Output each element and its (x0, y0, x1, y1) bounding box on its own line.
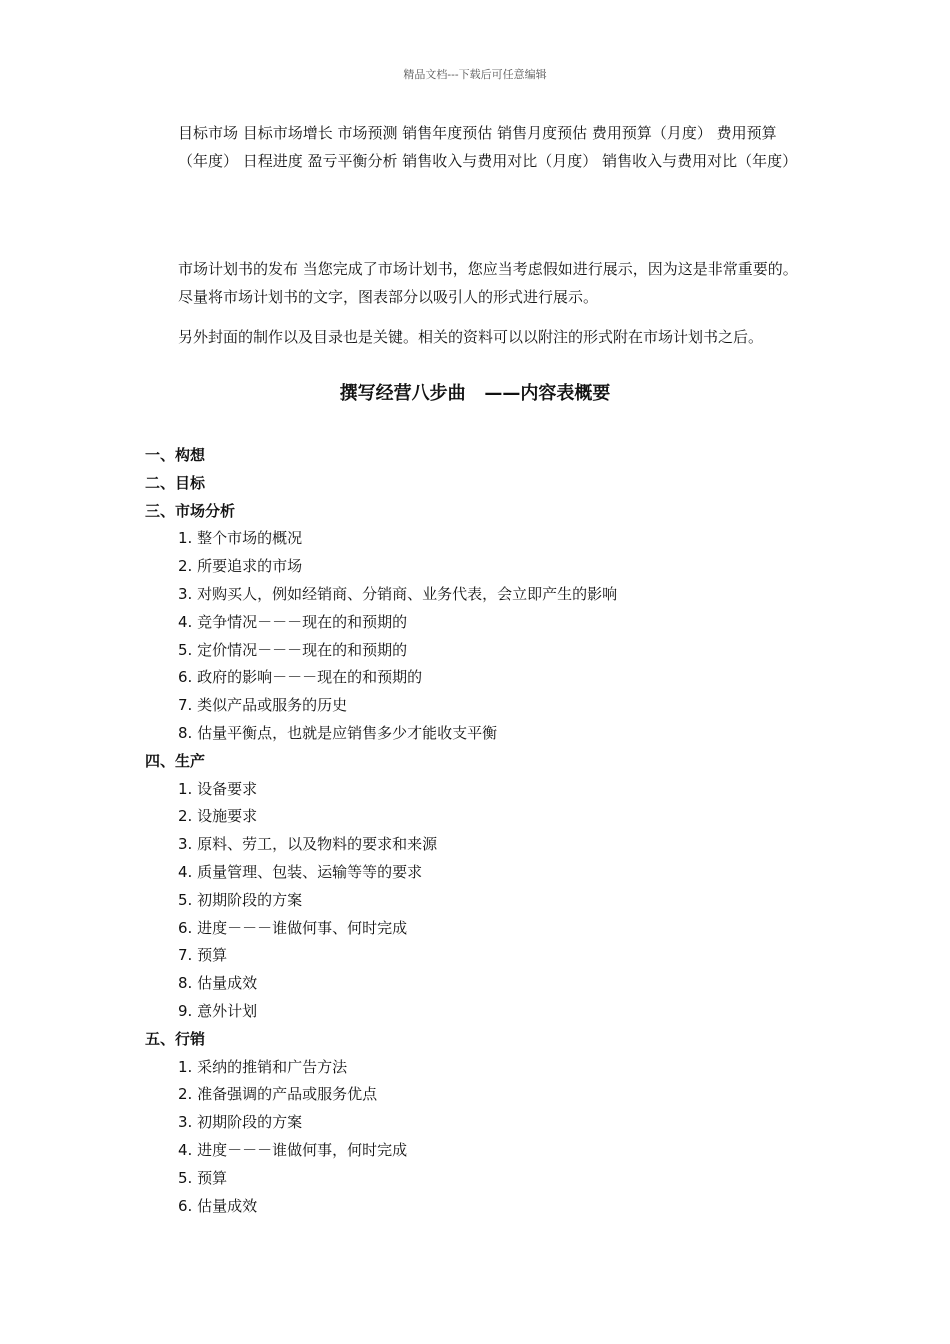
list-item: 2. 设施要求 (178, 807, 258, 826)
list-item: 5. 初期阶段的方案 (178, 890, 303, 909)
list-item: 2. 准备强调的产品或服务优点 (178, 1085, 378, 1104)
list-item: 1. 设备要求 (178, 779, 258, 798)
list-item: 3. 初期阶段的方案 (178, 1113, 303, 1132)
document-title: 撰写经营八步曲 ——内容表概要 (339, 383, 611, 404)
list-item: 6. 政府的影响－－－现在的和预期的 (178, 668, 423, 687)
list-item: 3. 原料、劳工，以及物料的要求和来源 (178, 835, 438, 854)
page-header: 精品文档---下载后可任意编辑 (403, 68, 547, 81)
list-item: 7. 预算 (178, 946, 228, 965)
list-item: 6. 估量成效 (178, 1196, 258, 1215)
section-heading: 一、构想 (145, 446, 206, 464)
paragraph-plan-publishing: 市场计划书的发布 当您完成了市场计划书，您应当考虑假如进行展示，因为这是非常重要的。尽量将市场计划书的文字，图表部分以吸引人的形式进行展示。 (178, 260, 798, 306)
outline-list (145, 442, 825, 1220)
list-item: 8. 估量平衡点，也就是应销售多少才能收支平衡 (178, 723, 498, 742)
list-item: 6. 进度－－－谁做何事、何时完成 (178, 918, 408, 937)
list-item: 8. 估量成效 (178, 974, 258, 993)
list-item: 5. 定价情况－－－现在的和预期的 (178, 640, 408, 659)
section-heading: 三、市场分析 (145, 501, 236, 520)
list-item: 9. 意外计划 (178, 1001, 258, 1020)
list-item: 2. 所要追求的市场 (178, 557, 303, 576)
list-item: 7. 类似产品或服务的历史 (178, 696, 348, 715)
list-item: 1. 整个市场的概况 (178, 529, 303, 548)
list-item: 3. 对购买人，例如经销商、分销商、业务代表，会立即产生的影响 (178, 584, 618, 603)
section-heading: 五、行销 (145, 1029, 206, 1048)
section-heading: 二、目标 (145, 473, 206, 492)
list-item: 5. 预算 (178, 1168, 228, 1187)
paragraph-plan-contents: 目标市场 目标市场增长 市场预测 销售年度预估 销售月度预估 费用预算（月度） 费用预算（年度） 日程进度 盈亏平衡分析 销售收入与费用对比（月度） 销售收入与费用对比（年度） (178, 124, 798, 170)
list-item: 4. 质量管理、包装、运输等等的要求 (178, 862, 423, 881)
section-heading: 四、生产 (145, 751, 206, 770)
list-item: 1. 采纳的推销和广告方法 (178, 1057, 348, 1076)
list-item: 4. 进度－－－谁做何事，何时完成 (178, 1140, 408, 1159)
paragraph-cover-and-toc: 另外封面的制作以及目录也是关键。相关的资料可以以附注的形式附在市场计划书之后。 (178, 328, 764, 346)
list-item: 4. 竞争情况－－－现在的和预期的 (178, 612, 408, 631)
